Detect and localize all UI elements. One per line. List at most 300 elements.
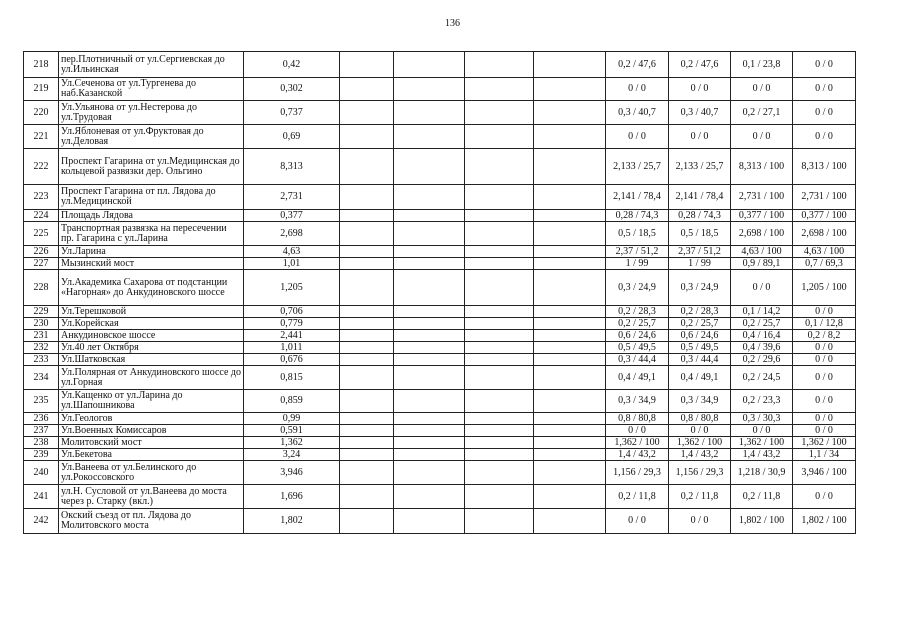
- table-row: [24, 270, 856, 306]
- col-4-value: [534, 78, 606, 101]
- col-5-value: 1 / 99: [606, 258, 669, 270]
- col-6-value: 0,3 / 44,4: [669, 354, 731, 366]
- col-5-value: 0,2 / 28,3: [606, 306, 669, 318]
- col-6-value: 0,5 / 18,5: [669, 222, 731, 246]
- col-8-value: 1,802 / 100: [793, 509, 856, 534]
- table-row: [24, 101, 856, 125]
- road-name: Проспект Гагарина от ул.Медицинская до кольцевой развязки дер. Ольгино: [59, 149, 244, 185]
- col-7-value: 0,2 / 29,6: [731, 354, 793, 366]
- col-6-value: 1,156 / 29,3: [669, 461, 731, 485]
- col-6-value: 0,4 / 49,1: [669, 366, 731, 390]
- col-2-value: [394, 354, 465, 366]
- table-row: [24, 258, 856, 270]
- col-7-value: 0,1 / 14,2: [731, 306, 793, 318]
- col-7-value: 0,4 / 39,6: [731, 342, 793, 354]
- col-4-value: [534, 149, 606, 185]
- road-name: Мызинский мост: [59, 258, 244, 270]
- col-3-value: [465, 330, 534, 342]
- col-5-value: 2,141 / 78,4: [606, 185, 669, 210]
- road-name: Ул.Сеченова от ул.Тургенева до наб.Казанской: [59, 78, 244, 101]
- road-length: 1,802: [244, 509, 340, 534]
- col-1-value: [340, 449, 394, 461]
- table-row: [24, 413, 856, 425]
- col-5-value: 0 / 0: [606, 425, 669, 437]
- road-name: Проспект Гагарина от пл. Лядова до ул.Медицинской: [59, 185, 244, 210]
- road-name: Ул.40 лет Октября: [59, 342, 244, 354]
- col-2-value: [394, 210, 465, 222]
- table-row: [24, 185, 856, 210]
- col-3-value: [465, 222, 534, 246]
- col-1-value: [340, 413, 394, 425]
- col-2-value: [394, 149, 465, 185]
- col-8-value: 4,63 / 100: [793, 246, 856, 258]
- col-4-value: [534, 366, 606, 390]
- col-8-value: 0 / 0: [793, 390, 856, 413]
- road-name: Ул.Терешковой: [59, 306, 244, 318]
- col-5-value: 0,3 / 24,9: [606, 270, 669, 306]
- col-6-value: 2,141 / 78,4: [669, 185, 731, 210]
- col-5-value: 0,5 / 18,5: [606, 222, 669, 246]
- row-number: 219: [24, 78, 59, 101]
- col-4-value: [534, 413, 606, 425]
- col-4-value: [534, 509, 606, 534]
- col-3-value: [465, 437, 534, 449]
- col-4-value: [534, 342, 606, 354]
- row-number: 234: [24, 366, 59, 390]
- col-3-value: [465, 425, 534, 437]
- col-6-value: 0,3 / 34,9: [669, 390, 731, 413]
- col-7-value: 0,2 / 24,5: [731, 366, 793, 390]
- row-number: 229: [24, 306, 59, 318]
- col-5-value: 0,2 / 25,7: [606, 318, 669, 330]
- col-2-value: [394, 185, 465, 210]
- road-name: Ул.Кащенко от ул.Ларина до ул.Шапошникова: [59, 390, 244, 413]
- row-number: 224: [24, 210, 59, 222]
- road-name: ул.Н. Сусловой от ул.Ванеева до моста через р. Старку (вкл.): [59, 485, 244, 509]
- road-length: 3,24: [244, 449, 340, 461]
- col-4-value: [534, 461, 606, 485]
- col-6-value: 0 / 0: [669, 125, 731, 149]
- col-3-value: [465, 306, 534, 318]
- col-6-value: 0,3 / 24,9: [669, 270, 731, 306]
- road-length: 1,205: [244, 270, 340, 306]
- table-row: [24, 390, 856, 413]
- col-4-value: [534, 185, 606, 210]
- col-7-value: 0,2 / 23,3: [731, 390, 793, 413]
- col-8-value: 0 / 0: [793, 413, 856, 425]
- row-number: 235: [24, 390, 59, 413]
- table-row: [24, 125, 856, 149]
- col-1-value: [340, 330, 394, 342]
- col-1-value: [340, 342, 394, 354]
- row-number: 227: [24, 258, 59, 270]
- col-2-value: [394, 330, 465, 342]
- col-5-value: 0 / 0: [606, 78, 669, 101]
- table-row: [24, 366, 856, 390]
- col-8-value: 0,7 / 69,3: [793, 258, 856, 270]
- col-7-value: 1,802 / 100: [731, 509, 793, 534]
- col-2-value: [394, 52, 465, 78]
- col-4-value: [534, 270, 606, 306]
- road-length: 8,313: [244, 149, 340, 185]
- col-5-value: 0,8 / 80,8: [606, 413, 669, 425]
- col-6-value: 0,28 / 74,3: [669, 210, 731, 222]
- col-4-value: [534, 449, 606, 461]
- col-1-value: [340, 270, 394, 306]
- table-row: [24, 306, 856, 318]
- road-name: Ул.Ульянова от ул.Нестерова до ул.Трудовая: [59, 101, 244, 125]
- col-6-value: 2,133 / 25,7: [669, 149, 731, 185]
- col-1-value: [340, 52, 394, 78]
- col-8-value: 0 / 0: [793, 366, 856, 390]
- col-4-value: [534, 390, 606, 413]
- col-2-value: [394, 342, 465, 354]
- col-4-value: [534, 437, 606, 449]
- col-4-value: [534, 101, 606, 125]
- col-1-value: [340, 222, 394, 246]
- road-length: 0,69: [244, 125, 340, 149]
- road-name: Ул.Яблоневая от ул.Фруктовая до ул.Деловая: [59, 125, 244, 149]
- table-row: [24, 318, 856, 330]
- road-name: Окский съезд от пл. Лядова до Молитовского моста: [59, 509, 244, 534]
- row-number: 233: [24, 354, 59, 366]
- col-7-value: 0,3 / 30,3: [731, 413, 793, 425]
- road-length: 1,362: [244, 437, 340, 449]
- col-6-value: 0 / 0: [669, 509, 731, 534]
- col-4-value: [534, 306, 606, 318]
- col-6-value: 1,4 / 43,2: [669, 449, 731, 461]
- row-number: 225: [24, 222, 59, 246]
- col-4-value: [534, 125, 606, 149]
- col-6-value: 0 / 0: [669, 425, 731, 437]
- row-number: 237: [24, 425, 59, 437]
- table-row: [24, 52, 856, 78]
- col-8-value: 2,698 / 100: [793, 222, 856, 246]
- col-2-value: [394, 125, 465, 149]
- road-length: 0,676: [244, 354, 340, 366]
- col-6-value: 0,6 / 24,6: [669, 330, 731, 342]
- col-1-value: [340, 101, 394, 125]
- col-4-value: [534, 425, 606, 437]
- col-3-value: [465, 342, 534, 354]
- row-number: 231: [24, 330, 59, 342]
- col-4-value: [534, 330, 606, 342]
- col-7-value: 0,2 / 27,1: [731, 101, 793, 125]
- col-1-value: [340, 318, 394, 330]
- col-3-value: [465, 413, 534, 425]
- table-row: [24, 437, 856, 449]
- col-8-value: 0,2 / 8,2: [793, 330, 856, 342]
- col-5-value: 1,4 / 43,2: [606, 449, 669, 461]
- road-name: Транспортная развязка на пересечении пр. Гагарина с ул.Ларина: [59, 222, 244, 246]
- col-1-value: [340, 366, 394, 390]
- road-name: Молитовский мост: [59, 437, 244, 449]
- row-number: 239: [24, 449, 59, 461]
- col-5-value: 0,3 / 34,9: [606, 390, 669, 413]
- col-8-value: 0 / 0: [793, 52, 856, 78]
- row-number: 223: [24, 185, 59, 210]
- col-4-value: [534, 222, 606, 246]
- col-5-value: 0,28 / 74,3: [606, 210, 669, 222]
- col-5-value: 1,362 / 100: [606, 437, 669, 449]
- table-row: [24, 330, 856, 342]
- row-number: 240: [24, 461, 59, 485]
- table-row: [24, 461, 856, 485]
- col-2-value: [394, 258, 465, 270]
- col-3-value: [465, 149, 534, 185]
- table-row: [24, 342, 856, 354]
- col-8-value: 0 / 0: [793, 101, 856, 125]
- table-body: [24, 52, 856, 534]
- table-row: [24, 78, 856, 101]
- col-6-value: 0,5 / 49,5: [669, 342, 731, 354]
- col-2-value: [394, 425, 465, 437]
- table-row: [24, 246, 856, 258]
- col-8-value: 8,313 / 100: [793, 149, 856, 185]
- road-length: 3,946: [244, 461, 340, 485]
- col-3-value: [465, 449, 534, 461]
- row-number: 230: [24, 318, 59, 330]
- table-row: [24, 210, 856, 222]
- road-name: Ул.Ванеева от ул.Белинского до ул.Рокоссовского: [59, 461, 244, 485]
- road-length: 2,731: [244, 185, 340, 210]
- col-2-value: [394, 437, 465, 449]
- col-1-value: [340, 306, 394, 318]
- table-row: [24, 425, 856, 437]
- row-number: 228: [24, 270, 59, 306]
- road-name: Ул.Шатковская: [59, 354, 244, 366]
- col-2-value: [394, 306, 465, 318]
- roads-table: [23, 51, 856, 534]
- col-1-value: [340, 425, 394, 437]
- road-length: 0,42: [244, 52, 340, 78]
- road-name: Ул.Ларина: [59, 246, 244, 258]
- road-length: 0,377: [244, 210, 340, 222]
- col-5-value: 1,156 / 29,3: [606, 461, 669, 485]
- col-7-value: 0,377 / 100: [731, 210, 793, 222]
- col-2-value: [394, 318, 465, 330]
- col-8-value: 0 / 0: [793, 306, 856, 318]
- row-number: 220: [24, 101, 59, 125]
- col-4-value: [534, 246, 606, 258]
- col-3-value: [465, 125, 534, 149]
- col-3-value: [465, 390, 534, 413]
- col-2-value: [394, 78, 465, 101]
- table-row: [24, 149, 856, 185]
- road-name: Ул.Геологов: [59, 413, 244, 425]
- col-5-value: 2,37 / 51,2: [606, 246, 669, 258]
- col-6-value: 1 / 99: [669, 258, 731, 270]
- col-1-value: [340, 461, 394, 485]
- road-name: Ул.Полярная от Анкудиновского шоссе до ул.Горная: [59, 366, 244, 390]
- col-2-value: [394, 390, 465, 413]
- road-length: 0,706: [244, 306, 340, 318]
- road-length: 2,698: [244, 222, 340, 246]
- road-length: 1,01: [244, 258, 340, 270]
- col-7-value: 1,362 / 100: [731, 437, 793, 449]
- col-6-value: 2,37 / 51,2: [669, 246, 731, 258]
- col-7-value: 0 / 0: [731, 270, 793, 306]
- col-7-value: 0,4 / 16,4: [731, 330, 793, 342]
- col-8-value: 0 / 0: [793, 485, 856, 509]
- col-2-value: [394, 461, 465, 485]
- road-length: 0,779: [244, 318, 340, 330]
- col-4-value: [534, 52, 606, 78]
- col-6-value: 0,2 / 28,3: [669, 306, 731, 318]
- col-8-value: 0 / 0: [793, 78, 856, 101]
- road-length: 1,011: [244, 342, 340, 354]
- col-1-value: [340, 246, 394, 258]
- col-7-value: 2,698 / 100: [731, 222, 793, 246]
- col-5-value: 0,4 / 49,1: [606, 366, 669, 390]
- col-2-value: [394, 485, 465, 509]
- row-number: 236: [24, 413, 59, 425]
- col-2-value: [394, 366, 465, 390]
- col-8-value: 0 / 0: [793, 342, 856, 354]
- col-4-value: [534, 485, 606, 509]
- road-length: 0,99: [244, 413, 340, 425]
- col-8-value: 0 / 0: [793, 125, 856, 149]
- col-6-value: 0,2 / 11,8: [669, 485, 731, 509]
- col-3-value: [465, 461, 534, 485]
- col-7-value: 0 / 0: [731, 78, 793, 101]
- col-8-value: 1,362 / 100: [793, 437, 856, 449]
- road-length: 0,815: [244, 366, 340, 390]
- col-8-value: 3,946 / 100: [793, 461, 856, 485]
- col-7-value: 1,4 / 43,2: [731, 449, 793, 461]
- col-7-value: 0 / 0: [731, 125, 793, 149]
- row-number: 218: [24, 52, 59, 78]
- row-number: 222: [24, 149, 59, 185]
- col-5-value: 0,2 / 47,6: [606, 52, 669, 78]
- col-3-value: [465, 318, 534, 330]
- col-3-value: [465, 185, 534, 210]
- col-2-value: [394, 246, 465, 258]
- col-1-value: [340, 78, 394, 101]
- col-6-value: 0,3 / 40,7: [669, 101, 731, 125]
- col-5-value: 0,2 / 11,8: [606, 485, 669, 509]
- col-6-value: 0,2 / 25,7: [669, 318, 731, 330]
- table-row: [24, 354, 856, 366]
- col-1-value: [340, 185, 394, 210]
- road-name: Ул.Бекетова: [59, 449, 244, 461]
- col-2-value: [394, 222, 465, 246]
- col-6-value: 0,8 / 80,8: [669, 413, 731, 425]
- col-8-value: 1,1 / 34: [793, 449, 856, 461]
- col-3-value: [465, 210, 534, 222]
- row-number: 221: [24, 125, 59, 149]
- col-6-value: 0,2 / 47,6: [669, 52, 731, 78]
- col-5-value: 2,133 / 25,7: [606, 149, 669, 185]
- row-number: 238: [24, 437, 59, 449]
- col-1-value: [340, 354, 394, 366]
- col-5-value: 0,3 / 44,4: [606, 354, 669, 366]
- col-6-value: 1,362 / 100: [669, 437, 731, 449]
- col-8-value: 1,205 / 100: [793, 270, 856, 306]
- col-7-value: 0,9 / 89,1: [731, 258, 793, 270]
- col-8-value: 2,731 / 100: [793, 185, 856, 210]
- col-3-value: [465, 246, 534, 258]
- col-3-value: [465, 101, 534, 125]
- col-1-value: [340, 390, 394, 413]
- col-7-value: 0 / 0: [731, 425, 793, 437]
- col-8-value: 0,1 / 12,8: [793, 318, 856, 330]
- row-number: 226: [24, 246, 59, 258]
- col-3-value: [465, 485, 534, 509]
- table-row: [24, 509, 856, 534]
- row-number: 232: [24, 342, 59, 354]
- road-name: Анкудиновское шоссе: [59, 330, 244, 342]
- col-5-value: 0 / 0: [606, 509, 669, 534]
- page-number: 136: [445, 18, 460, 29]
- road-length: 0,302: [244, 78, 340, 101]
- col-4-value: [534, 258, 606, 270]
- road-name: пер.Плотничный от ул.Сергиевская до ул.Ильинская: [59, 52, 244, 78]
- col-3-value: [465, 366, 534, 390]
- row-number: 242: [24, 509, 59, 534]
- table-row: [24, 222, 856, 246]
- table-row: [24, 449, 856, 461]
- col-2-value: [394, 449, 465, 461]
- road-name: Ул.Корейская: [59, 318, 244, 330]
- table-row: [24, 485, 856, 509]
- col-3-value: [465, 78, 534, 101]
- col-5-value: 0,5 / 49,5: [606, 342, 669, 354]
- col-6-value: 0 / 0: [669, 78, 731, 101]
- road-name: Ул.Академика Сахарова от подстанции «Нагорная» до Анкудиновского шоссе: [59, 270, 244, 306]
- col-5-value: 0,3 / 40,7: [606, 101, 669, 125]
- col-1-value: [340, 258, 394, 270]
- col-4-value: [534, 210, 606, 222]
- col-7-value: 0,2 / 25,7: [731, 318, 793, 330]
- col-8-value: 0 / 0: [793, 354, 856, 366]
- col-4-value: [534, 318, 606, 330]
- col-7-value: 0,2 / 11,8: [731, 485, 793, 509]
- col-7-value: 4,63 / 100: [731, 246, 793, 258]
- road-length: 0,591: [244, 425, 340, 437]
- col-2-value: [394, 270, 465, 306]
- col-3-value: [465, 354, 534, 366]
- col-3-value: [465, 270, 534, 306]
- col-8-value: 0 / 0: [793, 425, 856, 437]
- col-7-value: 1,218 / 30,9: [731, 461, 793, 485]
- col-7-value: 0,1 / 23,8: [731, 52, 793, 78]
- road-length: 0,737: [244, 101, 340, 125]
- col-5-value: 0,6 / 24,6: [606, 330, 669, 342]
- col-3-value: [465, 258, 534, 270]
- road-length: 4,63: [244, 246, 340, 258]
- col-7-value: 8,313 / 100: [731, 149, 793, 185]
- col-2-value: [394, 413, 465, 425]
- col-1-value: [340, 210, 394, 222]
- col-1-value: [340, 437, 394, 449]
- road-name: Ул.Военных Комиссаров: [59, 425, 244, 437]
- road-length: 2,441: [244, 330, 340, 342]
- road-length: 0,859: [244, 390, 340, 413]
- col-4-value: [534, 354, 606, 366]
- col-3-value: [465, 509, 534, 534]
- col-2-value: [394, 509, 465, 534]
- col-8-value: 0,377 / 100: [793, 210, 856, 222]
- col-3-value: [465, 52, 534, 78]
- col-1-value: [340, 125, 394, 149]
- col-1-value: [340, 509, 394, 534]
- col-5-value: 0 / 0: [606, 125, 669, 149]
- col-2-value: [394, 101, 465, 125]
- col-7-value: 2,731 / 100: [731, 185, 793, 210]
- col-1-value: [340, 485, 394, 509]
- road-name: Площадь Лядова: [59, 210, 244, 222]
